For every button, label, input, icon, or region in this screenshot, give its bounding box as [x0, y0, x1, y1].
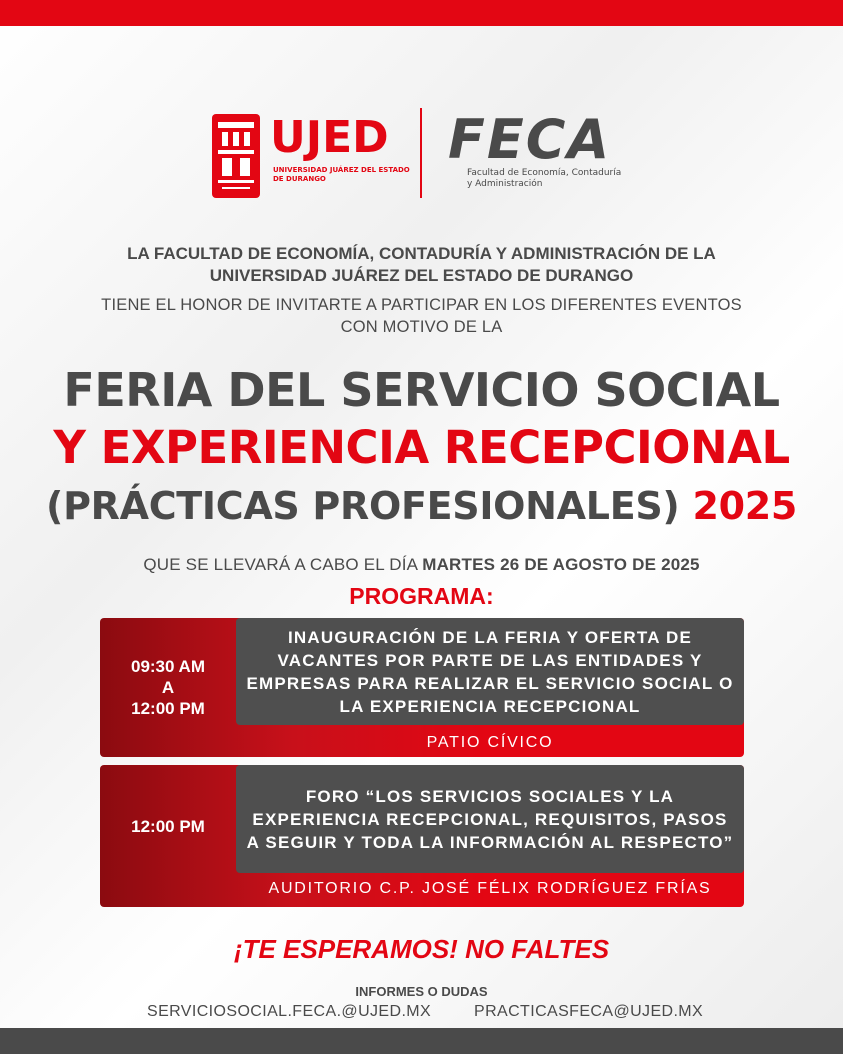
event-time-end: 12:00 PM — [131, 698, 205, 718]
ujed-logo-text: UJED — [270, 112, 389, 163]
title-line-1: FERIA DEL SERVICIO SOCIAL — [63, 363, 780, 417]
date-value: MARTES 26 DE AGOSTO DE 2025 — [422, 555, 700, 574]
contact-email-practicas[interactable]: PRACTICASFECA@UJED.MX — [474, 1003, 704, 1020]
bottom-gray-bar — [0, 1028, 843, 1054]
contact-email-servicio-social[interactable]: SERVICIOSOCIAL.FECA.@UJED.MX — [147, 1003, 432, 1020]
title-line-2: Y EXPERIENCIA RECEPCIONAL — [53, 421, 790, 474]
program-event — [100, 618, 744, 757]
title-practicas: (PRÁCTICAS PROFESIONALES) — [46, 484, 680, 528]
intro-invitation — [0, 294, 843, 338]
top-red-bar — [0, 0, 843, 26]
intro-bold-line: UNIVERSIDAD JUÁREZ DEL ESTADO DE DURANGO — [209, 266, 634, 285]
event-description: FORO “LOS SERVICIOS SOCIALES Y LA EXPERIENCIA RECEPCIONAL, REQUISITOS, PASOS A SEGUIR Y TODA LA INFORMACIÓN AL RESPECTO” — [236, 765, 744, 873]
event-time-start: 09:30 AM — [130, 656, 205, 676]
intro-bold-line: LA FACULTAD DE ECONOMÍA, CONTADURÍA Y ADMINISTRACIÓN DE LA — [127, 244, 716, 263]
logo-header — [0, 108, 843, 200]
event-place: AUDITORIO C.P. JOSÉ FÉLIX RODRÍGUEZ FRÍAS — [268, 880, 712, 897]
intro-line: TIENE EL HONOR DE INVITARTE A PARTICIPAR EN LOS DIFERENTES EVENTOS — [101, 296, 742, 314]
program-event — [100, 765, 744, 907]
ujed-logo-subtitle: UNIVERSIDAD JUÁREZ DEL ESTADO DE DURANGO — [273, 166, 410, 183]
intro-line: CON MOTIVO DE LA — [340, 318, 503, 336]
event-date — [0, 554, 843, 576]
date-prefix: QUE SE LLEVARÁ A CABO EL DÍA — [143, 555, 418, 574]
title-year: 2025 — [692, 484, 797, 528]
logo-divider — [420, 108, 422, 198]
event-time — [100, 634, 236, 740]
closing-message: ¡TE ESPERAMOS! NO FALTES — [233, 934, 610, 964]
event-place: PATIO CÍVICO — [426, 734, 554, 751]
intro-faculty — [0, 243, 843, 287]
feca-logo-subtitle: Facultad de Economía, Contaduría y Administración — [467, 168, 622, 189]
event-time-sep: A — [161, 677, 175, 697]
feca-logo-text: FECA — [448, 108, 612, 171]
program-heading: PROGRAMA: — [349, 583, 494, 609]
title-line-3 — [0, 478, 843, 534]
event-description: INAUGURACIÓN DE LA FERIA Y OFERTA DE VACANTES POR PARTE DE LAS ENTIDADES Y EMPRESAS PARA REALIZAR EL SERVICIO SOCIAL O LA EXPERIENCIA RECEPCIONAL — [236, 618, 744, 725]
contact-heading: INFORMES O DUDAS — [355, 984, 488, 999]
ujed-shield-icon — [212, 114, 260, 198]
event-time: 12:00 PM — [131, 816, 205, 836]
